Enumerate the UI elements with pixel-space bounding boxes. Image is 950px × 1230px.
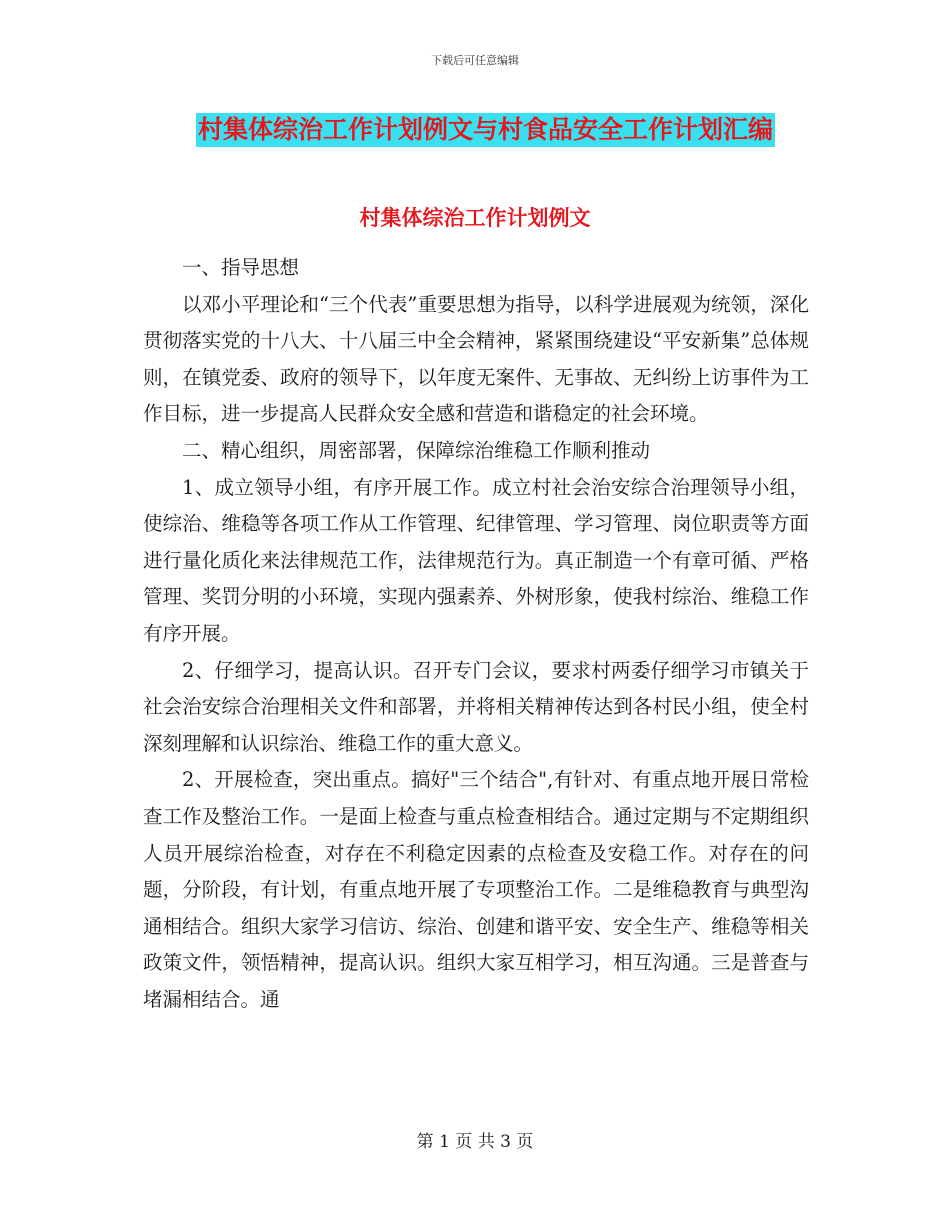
body-paragraph: 以邓小平理论和“三个代表”重要思想为指导，以科学进展观为统领，深化贯彻落实党的十八大、十八届三中全会精神，紧紧围绕建设“平安新集”总体规则，在镇党委、政府的领导下，以年度无案件、无事故、无纠纷上访事件为工作目标，进一步提高人民群众安全感和营造和谐稳定的社会环境。 — [143, 292, 809, 426]
page-number-footer: 第 1 页 共 3 页 — [416, 1132, 534, 1152]
heading-organization: 二、精心组织，周密部署，保障综治维稳工作顺利推动 — [182, 438, 651, 462]
document-title: 村集体综治工作计划例文与村食品安全工作计划汇编 — [196, 113, 775, 147]
page-header-note: 下载后可任意编辑 — [431, 54, 519, 67]
body-paragraph: 2、开展检查，突出重点。搞好"三个结合",有针对、有重点地开展日常检查工作及整治工作。一是面上检查与重点检查相结合。通过定期与不定期组织人员开展综治检查，对存在不利稳定因素的点检查及安稳工作。对存在的问题，分阶段，有计划，有重点地开展了专项整治工作。二是维稳教育与典型沟通相结合。组织大家学习信访、综治、创建和谐平安、安全生产、维稳等相关政策文件，领悟精神，提高认识。组织大家互相学习，相互沟通。三是普查与堵漏相结合。通 — [143, 768, 809, 1011]
body-paragraph: 1、成立领导小组，有序开展工作。成立村社会治安综合治理领导小组，使综治、维稳等各项工作从工作管理、纪律管理、学习管理、岗位职责等方面进行量化质化来法律规范工作，法律规范行为。真正制造一个有章可循、严格管理、奖罚分明的小环境，实现内强素养、外树形象，使我村综治、维稳工作有序开展。 — [143, 475, 809, 645]
body-paragraph: 2、仔细学习，提高认识。召开专门会议，要求村两委仔细学习市镇关于社会治安综合治理相关文件和部署，并将相关精神传达到各村民小组，使全村深刻理解和认识综治、维稳工作的重大意义。 — [143, 658, 809, 755]
heading-guiding-ideology: 一、指导思想 — [182, 256, 300, 279]
document-body — [143, 250, 809, 1018]
section-title: 村集体综治工作计划例文 — [359, 205, 591, 230]
